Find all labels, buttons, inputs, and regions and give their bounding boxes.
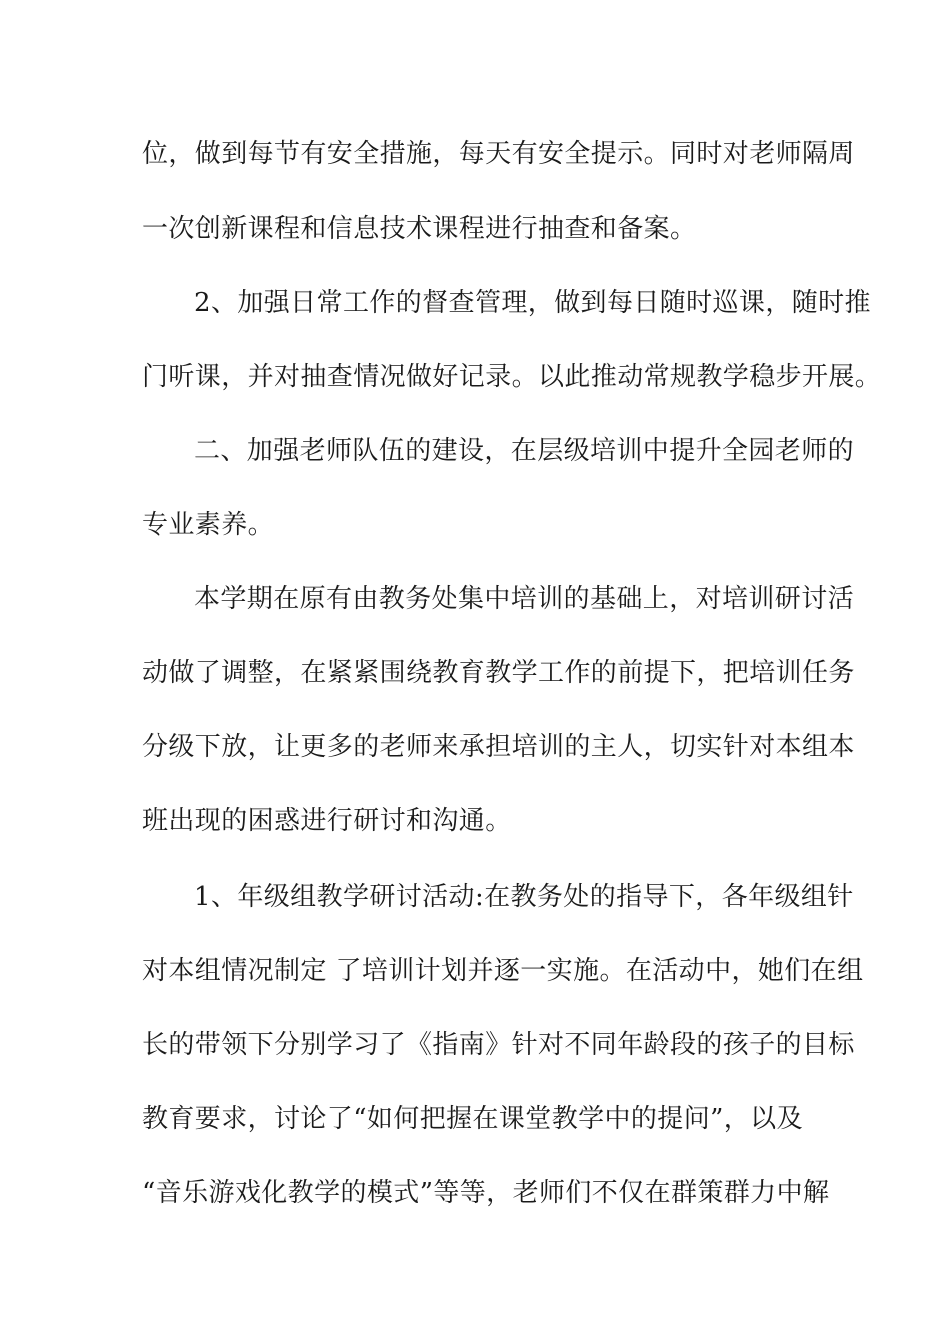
text-line: 动做了调整，在紧紧围绕教育教学工作的前提下，把培训任务 <box>142 658 855 688</box>
text-line: 本学期在原有由教务处集中培训的基础上，对培训研讨活 <box>194 584 855 614</box>
text-line: 2、加强日常工作的督查管理，做到每日随时巡课，随时推 <box>194 288 871 318</box>
text-line: “音乐游戏化教学的模式”等等，老师们不仅在群策群力中解 <box>142 1178 830 1208</box>
text-line: 分级下放，让更多的老师来承担培训的主人，切实针对本组本 <box>142 732 855 762</box>
section-heading: 专业素养。 <box>142 510 275 540</box>
text-line: 班出现的困惑进行研讨和沟通。 <box>142 806 512 836</box>
text-line: 对本组情况制定 了培训计划并逐一实施。在活动中，她们在组 <box>142 956 864 986</box>
text-line: 位，做到每节有安全措施，每天有安全提示。同时对老师隔周 <box>142 139 855 169</box>
section-heading: 二、加强老师队伍的建设，在层级培训中提升全园老师的 <box>194 436 855 466</box>
text-line: 教育要求，讨论了“如何把握在课堂教学中的提问”，以及 <box>142 1104 803 1134</box>
text-line: 门听课，并对抽查情况做好记录。以此推动常规教学稳步开展。 <box>142 362 882 392</box>
text-line: 一次创新课程和信息技术课程进行抽查和备案。 <box>142 214 697 244</box>
text-line: 1、年级组教学研讨活动:在教务处的指导下，各年级组针 <box>194 882 854 912</box>
text-line: 长的带领下分别学习了《指南》针对不同年龄段的孩子的目标 <box>142 1030 855 1060</box>
